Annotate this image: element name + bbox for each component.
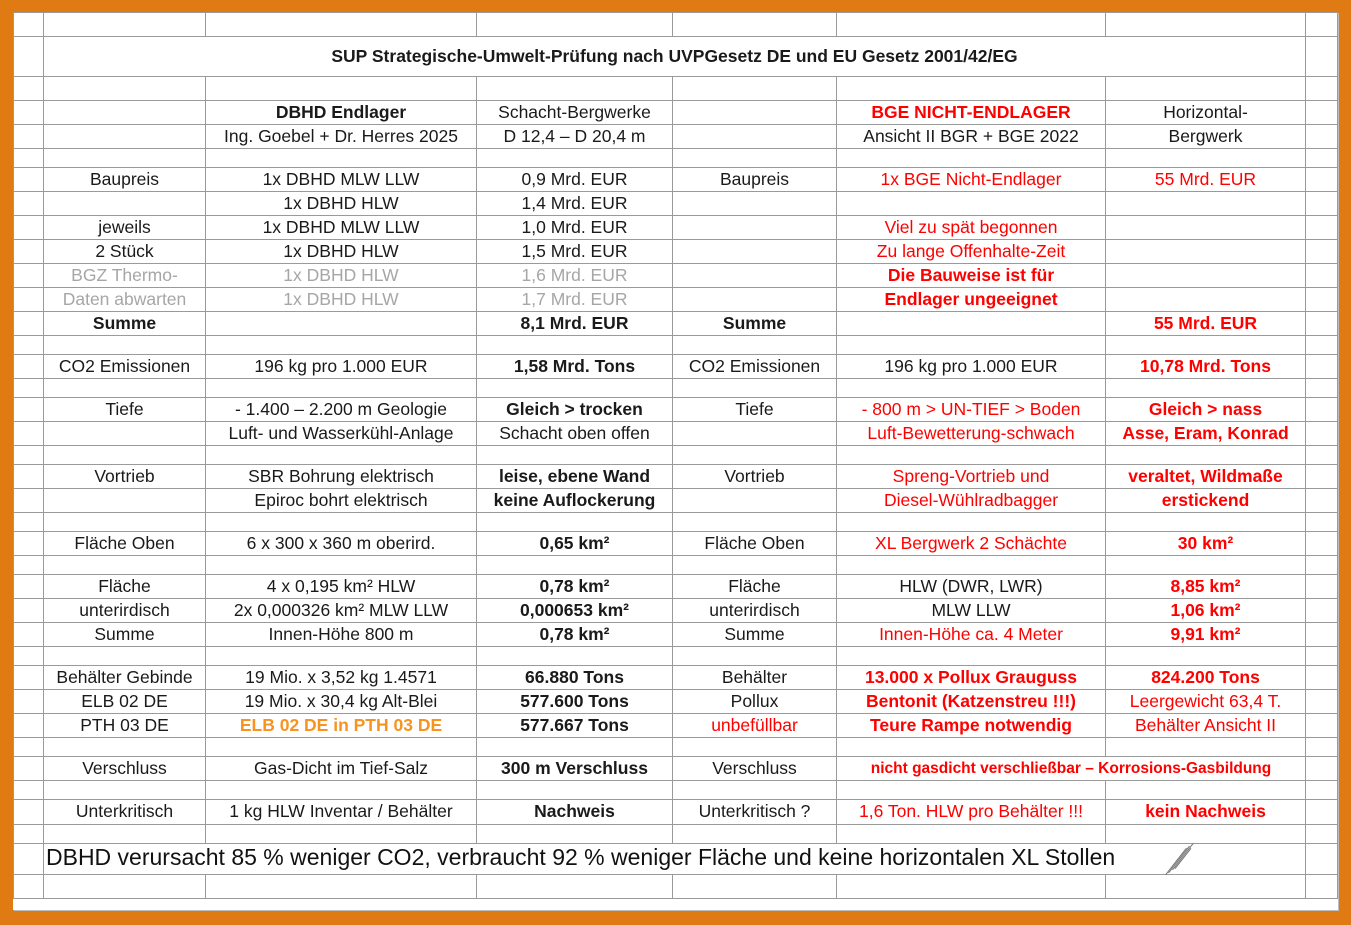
bge-underground-value: 1,06 km² (1106, 599, 1306, 623)
row-label: jeweils (44, 216, 206, 240)
tiefe-row (14, 422, 1338, 446)
row-label-bge: Tiefe (673, 398, 837, 422)
behaelter-row (14, 714, 1338, 738)
bge-co2-value: 10,78 Mrd. Tons (1106, 355, 1306, 379)
bge-cost (1106, 216, 1306, 240)
bge-container-value: Behälter Ansicht II (1106, 714, 1306, 738)
row-label-bge (673, 216, 837, 240)
dbhd-cost: 1,5 Mrd. EUR (477, 240, 673, 264)
bge-container-value: 824.200 Tons (1106, 666, 1306, 690)
bge-item: 1x BGE Nicht-Endlager (837, 168, 1106, 192)
verschluss-row (14, 757, 1338, 781)
row-label: Vortrieb (44, 465, 206, 489)
row-label-bge: Fläche (673, 575, 837, 599)
spacer-row (14, 875, 1338, 899)
row-label-bge: Baupreis (673, 168, 837, 192)
dbhd-cost: 1,7 Mrd. EUR (477, 288, 673, 312)
baupreis-row (14, 192, 1338, 216)
dbhd-item: 1x DBHD HLW (206, 240, 477, 264)
baupreis-row (14, 240, 1338, 264)
bge-drilling-value: veraltet, Wildmaße (1106, 465, 1306, 489)
dbhd-container-value: 577.667 Tons (477, 714, 673, 738)
baupreis-row (14, 264, 1338, 288)
row-label-bge: Behälter (673, 666, 837, 690)
row-label: Fläche (44, 575, 206, 599)
baupreis-row (14, 216, 1338, 240)
row-label: Tiefe (44, 398, 206, 422)
dbhd-drilling: SBR Bohrung elektrisch (206, 465, 477, 489)
dbhd-drilling-value-2: keine Auflockerung (477, 489, 673, 513)
horizontal-column-title: Horizontal- (1106, 101, 1306, 125)
row-label: unterirdisch (44, 599, 206, 623)
dbhd-column-title: DBHD Endlager (206, 101, 477, 125)
bge-ventilation-value: Asse, Eram, Konrad (1106, 422, 1306, 446)
bge-container: Bentonit (Katzenstreu !!!) (837, 690, 1106, 714)
bge-item: Die Bauweise ist für (837, 264, 1106, 288)
sum-label-bge: Summe (673, 312, 837, 336)
spacer-row (14, 556, 1338, 575)
row-label: Unterkritisch (44, 800, 206, 825)
dbhd-height: Innen-Höhe 800 m (206, 623, 477, 647)
row-label-bge: Pollux (673, 690, 837, 714)
dbhd-underground-value: 0,78 km² (477, 575, 673, 599)
flaeche-unter-row (14, 599, 1338, 623)
signature-icon (1158, 844, 1200, 874)
spacer-row (14, 825, 1338, 844)
bge-co2-factor: 196 kg pro 1.000 EUR (837, 355, 1106, 379)
dbhd-co2-factor: 196 kg pro 1.000 EUR (206, 355, 477, 379)
dbhd-container-value: 66.880 Tons (477, 666, 673, 690)
spacer-row (14, 379, 1338, 398)
bge-depth: - 800 m > UN-TIEF > Boden (837, 398, 1106, 422)
dbhd-cost: 0,9 Mrd. EUR (477, 168, 673, 192)
bge-cost (1106, 288, 1306, 312)
bge-subcritical-value: kein Nachweis (1106, 800, 1306, 825)
title-row (14, 37, 1338, 77)
baupreis-sum-row (14, 312, 1338, 336)
unterkritisch-row (14, 800, 1338, 825)
dbhd-surface-value: 0,65 km² (477, 532, 673, 556)
dbhd-seal: Gas-Dicht im Tief-Salz (206, 757, 477, 781)
dbhd-item: 1x DBHD HLW (206, 288, 477, 312)
bge-depth-value: Gleich > nass (1106, 398, 1306, 422)
row-label-bge (673, 264, 837, 288)
row-label: Daten abwarten (44, 288, 206, 312)
bge-underground-sum: 9,91 km² (1106, 623, 1306, 647)
dbhd-underground-sum: 0,78 km² (477, 623, 673, 647)
bge-cost (1106, 240, 1306, 264)
bge-cost (1106, 192, 1306, 216)
spacer-row (14, 781, 1338, 800)
row-label-bge: Vortrieb (673, 465, 837, 489)
dbhd-item: 1x DBHD HLW (206, 192, 477, 216)
bge-drilling: Spreng-Vortrieb und (837, 465, 1106, 489)
baupreis-row (14, 288, 1338, 312)
flaeche-unter-row (14, 575, 1338, 599)
vortrieb-row (14, 465, 1338, 489)
bge-cost: 55 Mrd. EUR (1106, 168, 1306, 192)
dbhd-drilling-value: leise, ebene Wand (477, 465, 673, 489)
bge-height: Innen-Höhe ca. 4 Meter (837, 623, 1106, 647)
vortrieb-row (14, 489, 1338, 513)
dbhd-underground: 2x 0,000326 km² MLW LLW (206, 599, 477, 623)
row-label: Fläche Oben (44, 532, 206, 556)
spacer-row (14, 336, 1338, 355)
dbhd-cost: 1,6 Mrd. EUR (477, 264, 673, 288)
row-label-bge: Verschluss (673, 757, 837, 781)
row-label: BGZ Thermo- (44, 264, 206, 288)
row-label-bge: unterirdisch (673, 599, 837, 623)
spacer-row (14, 446, 1338, 465)
row-label: Verschluss (44, 757, 206, 781)
bge-surface-value: 30 km² (1106, 532, 1306, 556)
dbhd-drilling-2: Epiroc bohrt elektrisch (206, 489, 477, 513)
bge-surface: XL Bergwerk 2 Schächte (837, 532, 1106, 556)
spacer-row (14, 647, 1338, 666)
row-label: Baupreis (44, 168, 206, 192)
comparison-table (13, 12, 1338, 899)
dbhd-depth: - 1.400 – 2.200 m Geologie (206, 398, 477, 422)
dbhd-cost: 1,4 Mrd. EUR (477, 192, 673, 216)
bge-drilling-value-2: erstickend (1106, 489, 1306, 513)
bge-item: Endlager ungeeignet (837, 288, 1106, 312)
row-label-bge: unbefüllbar (673, 714, 837, 738)
co2-row (14, 355, 1338, 379)
bge-container: Teure Rampe notwendig (837, 714, 1106, 738)
flaeche-unter-sum-row (14, 623, 1338, 647)
bge-item: Viel zu spät begonnen (837, 216, 1106, 240)
dbhd-seal-value: 300 m Verschluss (477, 757, 673, 781)
page-title: SUP Strategische-Umwelt-Prüfung nach UVPGesetz DE und EU Gesetz 2001/42/EG (44, 37, 1306, 77)
behaelter-row (14, 690, 1338, 714)
dbhd-surface: 6 x 300 x 360 m oberird. (206, 532, 477, 556)
row-label (44, 192, 206, 216)
bge-column-subtitle: Ansicht II BGR + BGE 2022 (837, 125, 1106, 149)
dbhd-container: 19 Mio. x 30,4 kg Alt-Blei (206, 690, 477, 714)
row-label: Summe (44, 623, 206, 647)
row-label-bge: Summe (673, 623, 837, 647)
comparison-sheet (13, 12, 1338, 910)
behaelter-row (14, 666, 1338, 690)
dbhd-subcritical-value: Nachweis (477, 800, 673, 825)
row-label-bge (673, 192, 837, 216)
bge-cost (1106, 264, 1306, 288)
dbhd-container-value: 577.600 Tons (477, 690, 673, 714)
row-label: Behälter Gebinde (44, 666, 206, 690)
dbhd-underground-value: 0,000653 km² (477, 599, 673, 623)
bge-item: Zu lange Offenhalte-Zeit (837, 240, 1106, 264)
dbhd-container: 19 Mio. x 3,52 kg 1.4571 (206, 666, 477, 690)
tiefe-row (14, 398, 1338, 422)
header-row-2 (14, 125, 1338, 149)
row-label-bge: Fläche Oben (673, 532, 837, 556)
bge-container-value: Leergewicht 63,4 T. (1106, 690, 1306, 714)
bge-item (837, 192, 1106, 216)
flaeche-oben-row (14, 532, 1338, 556)
row-label: PTH 03 DE (44, 714, 206, 738)
dbhd-item: 1x DBHD MLW LLW (206, 168, 477, 192)
dbhd-depth-value: Gleich > trocken (477, 398, 673, 422)
dbhd-cost: 1,0 Mrd. EUR (477, 216, 673, 240)
row-label-bge: CO2 Emissionen (673, 355, 837, 379)
dbhd-underground: 4 x 0,195 km² HLW (206, 575, 477, 599)
row-label-bge: Unterkritisch ? (673, 800, 837, 825)
summary-cell (44, 844, 1306, 875)
dbhd-co2-value: 1,58 Mrd. Tons (477, 355, 673, 379)
bge-subcritical: 1,6 Ton. HLW pro Behälter !!! (837, 800, 1106, 825)
dbhd-item: 1x DBHD HLW (206, 264, 477, 288)
bge-underground-value: 8,85 km² (1106, 575, 1306, 599)
dbhd-sum: 8,1 Mrd. EUR (477, 312, 673, 336)
dbhd-item: 1x DBHD MLW LLW (206, 216, 477, 240)
header-row-1 (14, 101, 1338, 125)
spacer-row (14, 513, 1338, 532)
schacht-column-title: Schacht-Bergwerke (477, 101, 673, 125)
bge-underground: HLW (DWR, LWR) (837, 575, 1106, 599)
dbhd-column-subtitle: Ing. Goebel + Dr. Herres 2025 (206, 125, 477, 149)
bge-column-title: BGE NICHT-ENDLAGER (837, 101, 1106, 125)
row-label: CO2 Emissionen (44, 355, 206, 379)
dbhd-cooling: Luft- und Wasserkühl-Anlage (206, 422, 477, 446)
row-label-bge (673, 240, 837, 264)
spacer-row (14, 149, 1338, 168)
bge-sum: 55 Mrd. EUR (1106, 312, 1306, 336)
dbhd-cooling-value: Schacht oben offen (477, 422, 673, 446)
dbhd-subcritical: 1 kg HLW Inventar / Behälter (206, 800, 477, 825)
bge-underground: MLW LLW (837, 599, 1106, 623)
bge-seal: nicht gasdicht verschließbar – Korrosions-Gasbildung (837, 757, 1306, 781)
horizontal-column-subtitle: Bergwerk (1106, 125, 1306, 149)
dbhd-container: ELB 02 DE in PTH 03 DE (206, 714, 477, 738)
baupreis-row (14, 168, 1338, 192)
spacer-row (14, 77, 1338, 101)
bge-container: 13.000 x Pollux Grauguss (837, 666, 1106, 690)
bge-ventilation: Luft-Bewetterung-schwach (837, 422, 1106, 446)
bge-drilling-2: Diesel-Wühlradbagger (837, 489, 1106, 513)
schacht-column-subtitle: D 12,4 – D 20,4 m (477, 125, 673, 149)
summary-row (14, 844, 1338, 875)
spacer-row (14, 13, 1338, 37)
row-label: ELB 02 DE (44, 690, 206, 714)
row-label-bge (673, 288, 837, 312)
row-label: 2 Stück (44, 240, 206, 264)
summary-text: DBHD verursacht 85 % weniger CO2, verbraucht 92 % weniger Fläche und keine horizontalen XL Stollen (46, 844, 1116, 871)
sum-label: Summe (44, 312, 206, 336)
spacer-row (14, 738, 1338, 757)
